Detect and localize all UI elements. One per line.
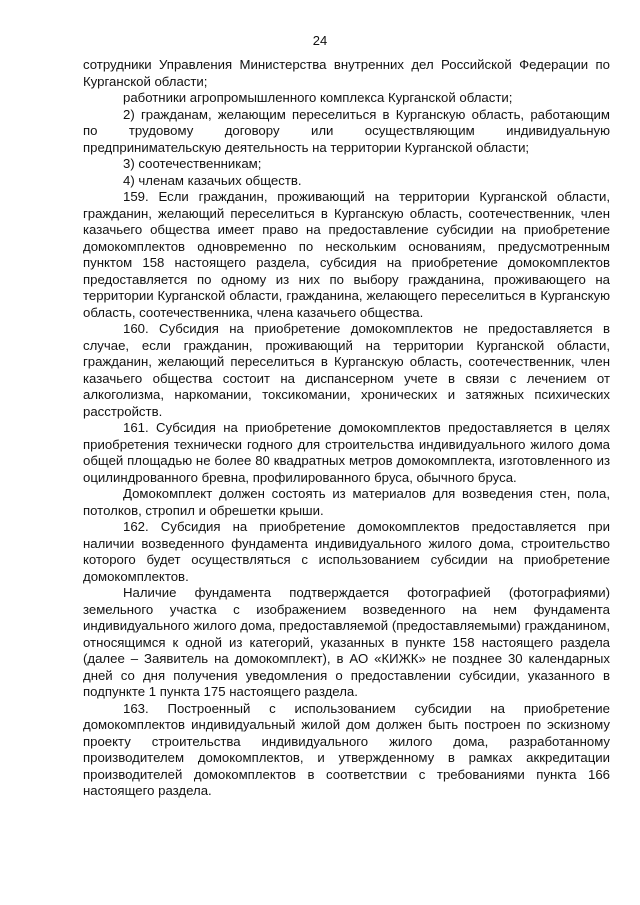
paragraph-163: 163. Построенный с использованием субсидии на приобретение домокомплектов индивидуальный жилой дом должен быть построен по эскизному проекту строительства индивидуального жилого дома, разработанному производителем домокомплектов, и утвержденному в рамках аккредитации производителей домокомплектов в соответствии с требованиями пункта 166 настоящего раздела.	[83, 700, 610, 798]
body-text	[83, 57, 610, 800]
paragraph-159: 159. Если гражданин, проживающий на территории Курганской области, гражданин, желающий переселиться в Курганскую область, соотечественник, член казачьего общества имеет право на предоставление субсидии на приобретение домокомплектов одновременно по нескольким основаниям, предусмотренным пунктом 158 настоящего раздела, субсидия на приобретение домокомплектов предоставляется по одному из них по выбору гражданина, проживающего на территории Курганской области, гражданина, желающего переселиться в Курганскую область, соотечественника, члена казачьего общества.	[83, 189, 610, 320]
paragraph-agro-workers: работники агропромышленного комплекса Курганской области;	[123, 90, 513, 105]
paragraph-continuation: сотрудники Управления Министерства внутренних дел Российской Федерации по Курганской области;	[83, 57, 610, 89]
paragraph-160: 160. Субсидия на приобретение домокомплектов не предоставляется в случае, если гражданин, проживающий на территории Курганской области, гражданин, желающий переселиться в Курганскую область, соотечественник, член казачьего общества состоит на диспансерном учете в связи с лечением от алкоголизма, наркомании, токсикомании, хронических и затяжных психических расстройств.	[83, 321, 610, 419]
page-number: 24	[312, 33, 328, 48]
paragraph-162-foundation: Наличие фундамента подтверждается фотографией (фотографиями) земельного участка с изображением возведенного на нем фундамента индивидуального жилого дома, предоставляемой (предоставляемыми) гражданином, относящимся к одной из категорий, указанных в пункте 158 настоящего раздела (далее – Заявитель на домокомплект), в АО «КИЖК» не позднее 30 календарных дней со дня получения уведомления о предоставлении субсидии, указанного в подпункте 1 пункта 175 настоящего раздела.	[83, 585, 610, 699]
paragraph-item-2: 2) гражданам, желающим переселиться в Курганскую область, работающим по трудовому договору или осуществляющим индивидуальную предпринимательскую деятельность на территории Курганской области;	[83, 106, 610, 155]
paragraph-item-3: 3) соотечественникам;	[123, 156, 262, 171]
paragraph-161: 161. Субсидия на приобретение домокомплектов предоставляется в целях приобретения технически годного для строительства индивидуального жилого дома общей площадью не более 80 квадратных метров домокомплекта, изготовленного из оцилиндрованного бревна, профилированного бруса, обычного бруса.	[83, 420, 610, 485]
paragraph-162: 162. Субсидия на приобретение домокомплектов предоставляется при наличии возведенного фундамента индивидуального жилого дома, строительство которого будет осуществляться с использованием субсидии на приобретение домокомплектов.	[83, 519, 610, 584]
paragraph-item-4: 4) членам казачьих обществ.	[123, 172, 302, 188]
paragraph-161-materials: Домокомплект должен состоять из материалов для возведения стен, пола, потолков, стропил и обрешетки крыши.	[83, 486, 610, 518]
